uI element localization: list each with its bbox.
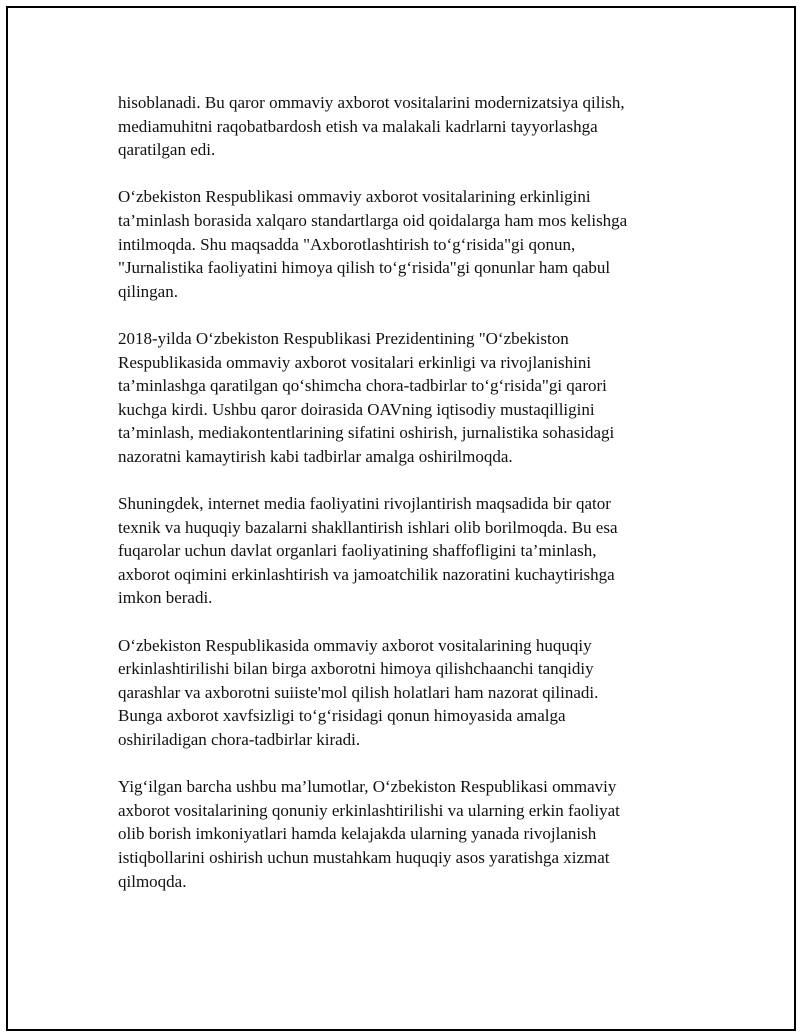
text-line: olib borish imkoniyatlari hamda kelajakda ularning yanada rivojlanish xyxy=(118,824,597,844)
text-line: 2018-yilda O‘zbekiston Respublikasi Prezidentining "O‘zbekiston xyxy=(118,328,569,348)
text-line: istiqbollarini oshirish uchun mustahkam huquqiy asos yaratishga xizmat xyxy=(118,848,610,867)
text-line: mediamuhitni raqobatbardosh etish va malakali kadrlarni tayyorlashga xyxy=(118,116,598,136)
text-line: oshiriladigan chora-tadbirlar kiradi. xyxy=(118,730,361,750)
paragraph-6 xyxy=(118,775,688,893)
paragraph-2 xyxy=(118,185,688,303)
text-line: Respublikasida ommaviy axborot vositalari erkinligi va rivojlanishini xyxy=(118,352,592,372)
text-line: ta’minlash, mediakontentlarining sifatini oshirish, jurnalistika sohasidagi xyxy=(118,423,615,443)
text-line: nazoratni kamaytirish kabi tadbirlar amalga oshirilmoqda. xyxy=(118,446,513,466)
text-line: kuchga kirdi. Ushbu qaror doirasida OAVning iqtisodiy mustaqilligini xyxy=(118,399,595,419)
text-line: O‘zbekiston Respublikasi ommaviy axborot vositalarining erkinligini xyxy=(118,187,591,207)
text-line: texnik va huquqiy bazalarni shakllantirish ishlari olib borilmoqda. Bu esa xyxy=(118,517,618,537)
text-line: hisoblanadi. Bu qaror ommaviy axborot vositalarini modernizatsiya qilish, xyxy=(118,93,625,112)
text-line: erkinlashtirilishi bilan birga axborotni himoya qilishchaanchi tanqidiy xyxy=(118,659,594,679)
text-line: qilmoqda. xyxy=(118,871,187,891)
text-line: qilingan. xyxy=(118,281,178,301)
text-line: ta’minlashga qaratilgan qo‘shimcha chora-tadbirlar to‘g‘risida"gi qarori xyxy=(118,376,607,396)
text-line: qarashlar va axborotni suiiste'mol qilish holatlari ham nazorat qilinadi. xyxy=(118,682,599,702)
text-line: axborot vositalarining qonuniy erkinlashtirilishi va ularning erkin faoliyat xyxy=(118,800,620,820)
text-line: Yig‘ilgan barcha ushbu ma’lumotlar, O‘zbekiston Respublikasi ommaviy xyxy=(118,777,617,797)
text-line: Shuningdek, internet media faoliyatini rivojlantirish maqsadida bir qator xyxy=(118,494,611,514)
text-line: intilmoqda. Shu maqsadda "Axborotlashtirish to‘g‘risida"gi qonun, xyxy=(118,234,576,254)
paragraph-1 xyxy=(118,91,688,162)
text-line: imkon beradi. xyxy=(118,588,213,608)
text-line: qaratilgan edi. xyxy=(118,140,216,160)
text-line: ta’minlash borasida xalqaro standartlarga oid qoidalarga ham mos kelishga xyxy=(118,210,628,230)
text-line: Bunga axborot xavfsizligi to‘g‘risidagi qonun himoyasida amalga xyxy=(118,706,566,726)
text-line: axborot oqimini erkinlashtirish va jamoatchilik nazoratini kuchaytirishga xyxy=(118,564,615,584)
paragraph-3 xyxy=(118,327,688,469)
text-line: fuqarolar uchun davlat organlari faoliyatining shaffofligini ta’minlash, xyxy=(118,541,597,561)
text-line: O‘zbekiston Respublikasida ommaviy axborot vositalarining huquqiy xyxy=(118,635,592,655)
text-line: "Jurnalistika faoliyatini himoya qilish to‘g‘risida"gi qonunlar ham qabul xyxy=(118,258,611,278)
paragraph-4 xyxy=(118,492,688,610)
document-body xyxy=(118,91,688,917)
paragraph-5 xyxy=(118,634,688,752)
